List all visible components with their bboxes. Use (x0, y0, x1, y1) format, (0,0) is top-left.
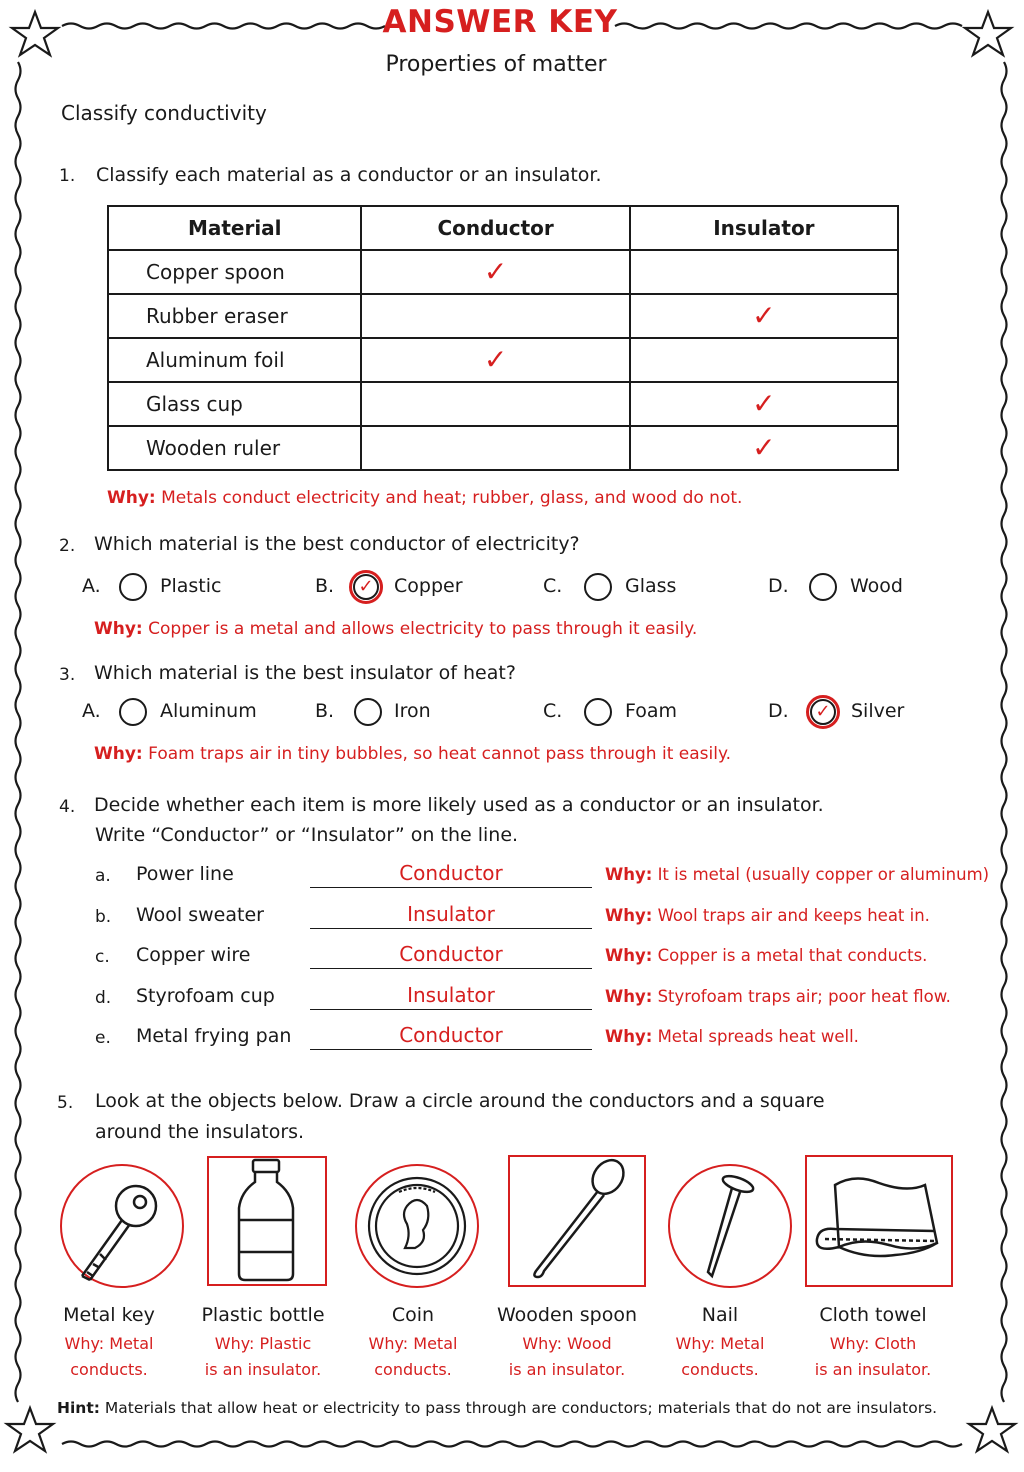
why-text: Wool traps air and keeps heat in. (657, 905, 930, 925)
section-title: Classify conductivity (61, 101, 267, 125)
why-label: Why: (107, 488, 156, 508)
conductor-cell (361, 338, 629, 382)
insulator-cell (630, 250, 898, 294)
option-letter: C. (543, 700, 563, 722)
answer-key-title: ANSWER KEY (382, 4, 618, 40)
object-why-line1: Why: Wood (522, 1334, 612, 1353)
option-letter: D. (768, 700, 789, 722)
check-mark-icon: ✓ (353, 574, 379, 600)
item-text: Power line (136, 863, 234, 885)
material-cell: Rubber eraser (108, 294, 361, 338)
option-text: Iron (394, 700, 431, 722)
question-number: 3. (59, 665, 76, 685)
conductor-cell (361, 426, 629, 470)
option-text: Wood (850, 575, 903, 597)
check-mark-icon: ✓ (752, 387, 776, 420)
item-letter: a. (95, 866, 111, 886)
insulator-cell (630, 382, 898, 426)
option-text: Copper (394, 575, 463, 597)
object-why-line1: Why: Plastic (214, 1334, 312, 1353)
item-text: Wool sweater (136, 903, 264, 926)
object-name: Metal key (63, 1304, 155, 1326)
why-note (605, 906, 930, 925)
question-text: Decide whether each item is more likely used as a conductor or an insulator. (94, 794, 824, 816)
answer-text: Conductor (399, 942, 503, 966)
question-text-line2: around the insulators. (95, 1121, 305, 1143)
border-wave (62, 1442, 962, 1447)
conductor-cell (361, 382, 629, 426)
material-cell: Copper spoon (108, 250, 361, 294)
question-number: 4. (59, 797, 76, 817)
question-number: 1. (59, 166, 76, 186)
object-why-line2: is an insulator. (508, 1360, 626, 1379)
object-why-line2: is an insulator. (814, 1360, 932, 1379)
selected-radio-button[interactable] (806, 695, 840, 729)
check-mark-icon: ✓ (483, 255, 508, 288)
nail-icon (668, 1164, 792, 1288)
why-note (605, 946, 927, 965)
table-header-row (108, 206, 898, 250)
material-table (107, 205, 899, 471)
spoon-icon (508, 1155, 644, 1285)
radio-button[interactable] (119, 573, 147, 601)
why-note (107, 488, 742, 508)
object-why-line1: Why: Cloth (829, 1334, 917, 1353)
conductor-cell (361, 294, 629, 338)
material-cell: Wooden ruler (108, 426, 361, 470)
check-mark-icon: ✓ (752, 431, 776, 464)
item-text: Metal frying pan (136, 1025, 292, 1047)
conductor-cell (361, 250, 629, 294)
radio-button[interactable] (354, 698, 382, 726)
why-note (605, 987, 951, 1006)
radio-button[interactable] (584, 573, 612, 601)
answer-text: Insulator (407, 901, 495, 926)
why-label: Why: (605, 986, 653, 1006)
option-letter: A. (82, 575, 101, 597)
why-text: Foam traps air in tiny bubbles, so heat cannot pass through it easily. (148, 744, 731, 764)
object-name: Nail (701, 1304, 739, 1326)
radio-button[interactable] (119, 698, 147, 726)
object-why-line1: Why: Metal (675, 1334, 765, 1353)
option-letter: A. (82, 700, 101, 722)
radio-button[interactable] (584, 698, 612, 726)
check-mark-icon: ✓ (483, 343, 508, 376)
object-name: Wooden spoon (496, 1304, 637, 1326)
option-letter: C. (543, 575, 563, 597)
coin-icon (355, 1164, 479, 1288)
option-text: Foam (625, 700, 678, 722)
material-cell: Aluminum foil (108, 338, 361, 382)
item-letter: e. (95, 1028, 111, 1048)
hint-label: Hint: (57, 1399, 100, 1417)
towel-icon (805, 1155, 951, 1285)
table-row (108, 294, 898, 338)
option-text: Silver (851, 700, 905, 722)
question-text: Classify each material as a conductor or an insulator. (96, 164, 602, 186)
item-letter: b. (95, 906, 112, 927)
why-label: Why: (605, 946, 653, 965)
hint-text: Materials that allow heat or electricity to pass through are conductors; materials that do not are insulators. (104, 1399, 938, 1417)
answer-text: Conductor (399, 1023, 503, 1047)
column-header-material: Material (108, 206, 361, 250)
item-letter: d. (95, 987, 112, 1008)
star-icon (969, 1408, 1015, 1451)
option-letter: D. (768, 575, 789, 597)
table-row (108, 250, 898, 294)
question-text-line2: Write “Conductor” or “Insulator” on the line. (95, 824, 519, 846)
table-row (108, 338, 898, 382)
why-label: Why: (605, 905, 653, 925)
option-letter: B. (315, 575, 335, 597)
star-icon (7, 1408, 53, 1451)
option-text: Glass (625, 575, 677, 597)
why-note (605, 865, 989, 884)
object-name: Cloth towel (819, 1304, 927, 1326)
object-why-line1: Why: Metal (64, 1334, 154, 1353)
why-text: Styrofoam traps air; poor heat flow. (657, 986, 951, 1006)
table-row (108, 426, 898, 470)
question-text: Which material is the best conductor of electricity? (94, 533, 580, 555)
question-number: 2. (59, 536, 76, 556)
border-wave (1002, 62, 1007, 1402)
radio-button[interactable] (809, 573, 837, 601)
selected-radio-button[interactable] (349, 570, 383, 604)
why-note (94, 619, 697, 639)
item-text: Styrofoam cup (136, 984, 275, 1007)
option-letter: B. (315, 700, 335, 722)
why-text: It is metal (usually copper or aluminum) (657, 865, 990, 884)
hint-note (57, 1399, 937, 1417)
key-icon (60, 1164, 184, 1288)
answer-text: Conductor (399, 861, 503, 885)
why-label: Why: (94, 744, 143, 764)
item-text: Copper wire (136, 944, 251, 966)
why-text: Metal spreads heat well. (657, 1027, 859, 1046)
material-cell: Glass cup (108, 382, 361, 426)
why-text: Copper is a metal that conducts. (657, 946, 928, 965)
option-text: Plastic (160, 575, 222, 597)
column-header-conductor: Conductor (361, 206, 629, 250)
option-text: Aluminum (160, 700, 257, 722)
object-why-line2: conducts. (681, 1360, 759, 1379)
why-label: Why: (605, 865, 653, 884)
object-why-line2: conducts. (70, 1360, 148, 1379)
object-name: Plastic bottle (201, 1304, 325, 1326)
why-text: Metals conduct electricity and heat; rubber, glass, and wood do not. (161, 488, 743, 508)
item-letter: c. (95, 947, 110, 967)
answer-text: Insulator (407, 982, 495, 1007)
object-why-line2: conducts. (374, 1360, 452, 1379)
why-label: Why: (605, 1027, 653, 1046)
why-text: Copper is a metal and allows electricity to pass through it easily. (148, 619, 698, 639)
why-note (94, 744, 731, 764)
page-subtitle: Properties of matter (385, 52, 607, 77)
check-mark-icon: ✓ (810, 699, 836, 725)
object-why-line2: is an insulator. (204, 1360, 322, 1379)
question-text: Look at the objects below. Draw a circle around the conductors and a square (95, 1090, 825, 1112)
insulator-cell (630, 294, 898, 338)
insulator-cell (630, 426, 898, 470)
why-label: Why: (94, 619, 143, 639)
insulator-cell (630, 338, 898, 382)
object-name: Coin (391, 1304, 435, 1326)
border-wave (16, 62, 21, 1402)
check-mark-icon: ✓ (752, 299, 776, 332)
column-header-insulator: Insulator (630, 206, 898, 250)
table-row (108, 382, 898, 426)
question-number: 5. (57, 1093, 74, 1113)
why-note (605, 1027, 859, 1046)
question-text: Which material is the best insulator of heat? (94, 662, 516, 684)
bottle-icon (207, 1156, 325, 1284)
object-why-line1: Why: Metal (368, 1334, 458, 1353)
